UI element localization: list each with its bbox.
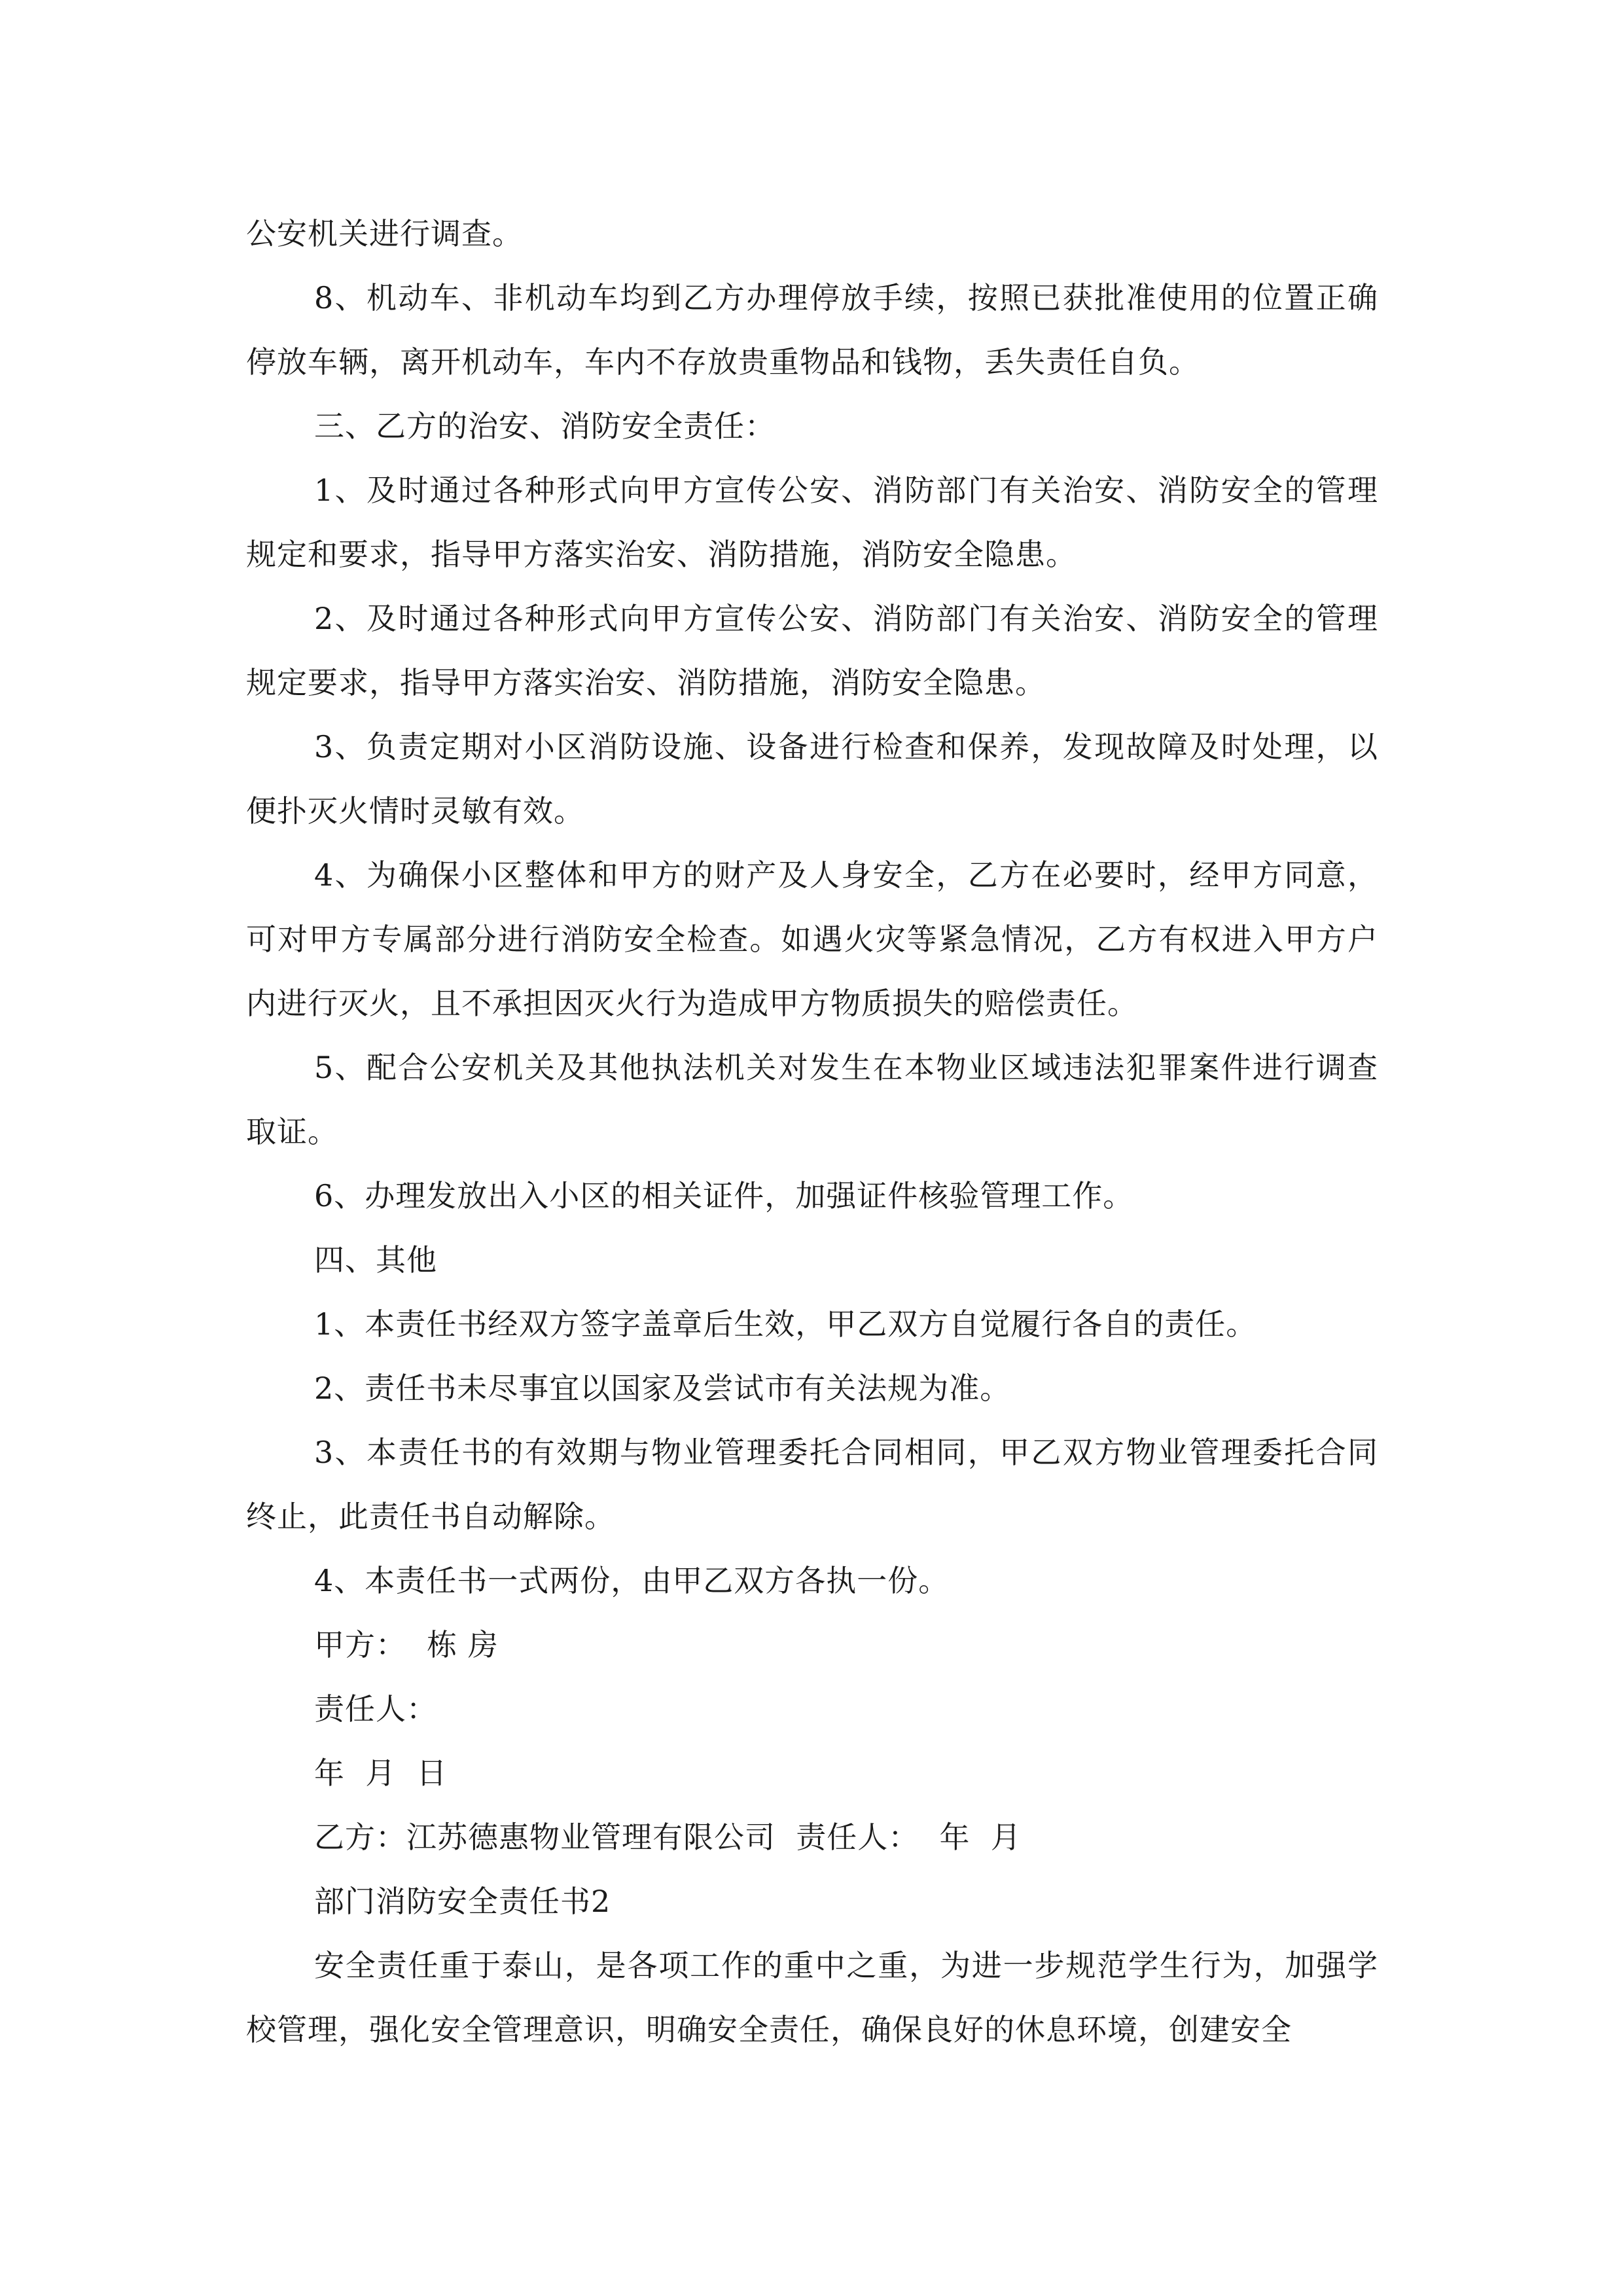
paragraph-other-2: 2、责任书未尽事宜以国家及尝试市有关法规为准。 bbox=[314, 1371, 1011, 1406]
signature-party-b: 乙方：江苏德惠物业管理有限公司 责任人： 年 月 bbox=[314, 1820, 1022, 1855]
paragraph-item-4: 4、为确保小区整体和甲方的财产及人身安全，乙方在必要时，经甲方同意，可对甲方专属部分进行消防安全检查。如遇火灾等紧急情况，乙方有权进入甲方户内进行灭火，且不承担因灭火行为造成甲方物质损失的赔偿责任。 bbox=[246, 857, 1378, 1021]
paragraph-item-1: 1、及时通过各种形式向甲方宣传公安、消防部门有关治安、消防安全的管理规定和要求，指导甲方落实治安、消防措施，消防安全隐患。 bbox=[246, 473, 1378, 572]
signature-date: 年 月 日 bbox=[314, 1755, 448, 1791]
paragraph-other-4: 4、本责任书一式两份，由甲乙双方各执一份。 bbox=[314, 1563, 950, 1598]
paragraph-continuation: 公安机关进行调查。 bbox=[246, 216, 523, 251]
paragraph-item-5: 5、配合公安机关及其他执法机关对发生在本物业区域违法犯罪案件进行调查取证。 bbox=[246, 1050, 1378, 1149]
next-document-title: 部门消防安全责任书2 bbox=[314, 1884, 611, 1919]
section-heading-other: 四、其他 bbox=[314, 1242, 437, 1278]
signature-responsible-person: 责任人： bbox=[314, 1691, 437, 1727]
paragraph-vehicle-parking: 8、机动车、非机动车均到乙方办理停放手续，按照已获批准使用的位置正确停放车辆，离开机动车，车内不存放贵重物品和钱物，丢失责任自负。 bbox=[246, 280, 1378, 380]
paragraph-closing: 安全责任重于泰山，是各项工作的重中之重，为进一步规范学生行为，加强学校管理，强化安全管理意识，明确安全责任，确保良好的休息环境，创建安全 bbox=[246, 1948, 1378, 2047]
document-body bbox=[246, 202, 1378, 2062]
paragraph-item-6: 6、办理发放出入小区的相关证件，加强证件核验管理工作。 bbox=[314, 1178, 1134, 1213]
paragraph-item-2: 2、及时通过各种形式向甲方宣传公安、消防部门有关治安、消防安全的管理规定要求，指导甲方落实治安、消防措施，消防安全隐患。 bbox=[246, 601, 1378, 700]
paragraph-item-3: 3、负责定期对小区消防设施、设备进行检查和保养，发现故障及时处理，以便扑灭火情时灵敏有效。 bbox=[246, 729, 1378, 829]
section-heading-party-b-responsibility: 三、乙方的治安、消防安全责任： bbox=[314, 408, 776, 444]
paragraph-other-3: 3、本责任书的有效期与物业管理委托合同相同，甲乙双方物业管理委托合同终止，此责任书自动解除。 bbox=[246, 1435, 1378, 1534]
paragraph-other-1: 1、本责任书经双方签字盖章后生效，甲乙双方自觉履行各自的责任。 bbox=[314, 1306, 1257, 1342]
signature-party-a: 甲方： 栋 房 bbox=[314, 1627, 499, 1662]
